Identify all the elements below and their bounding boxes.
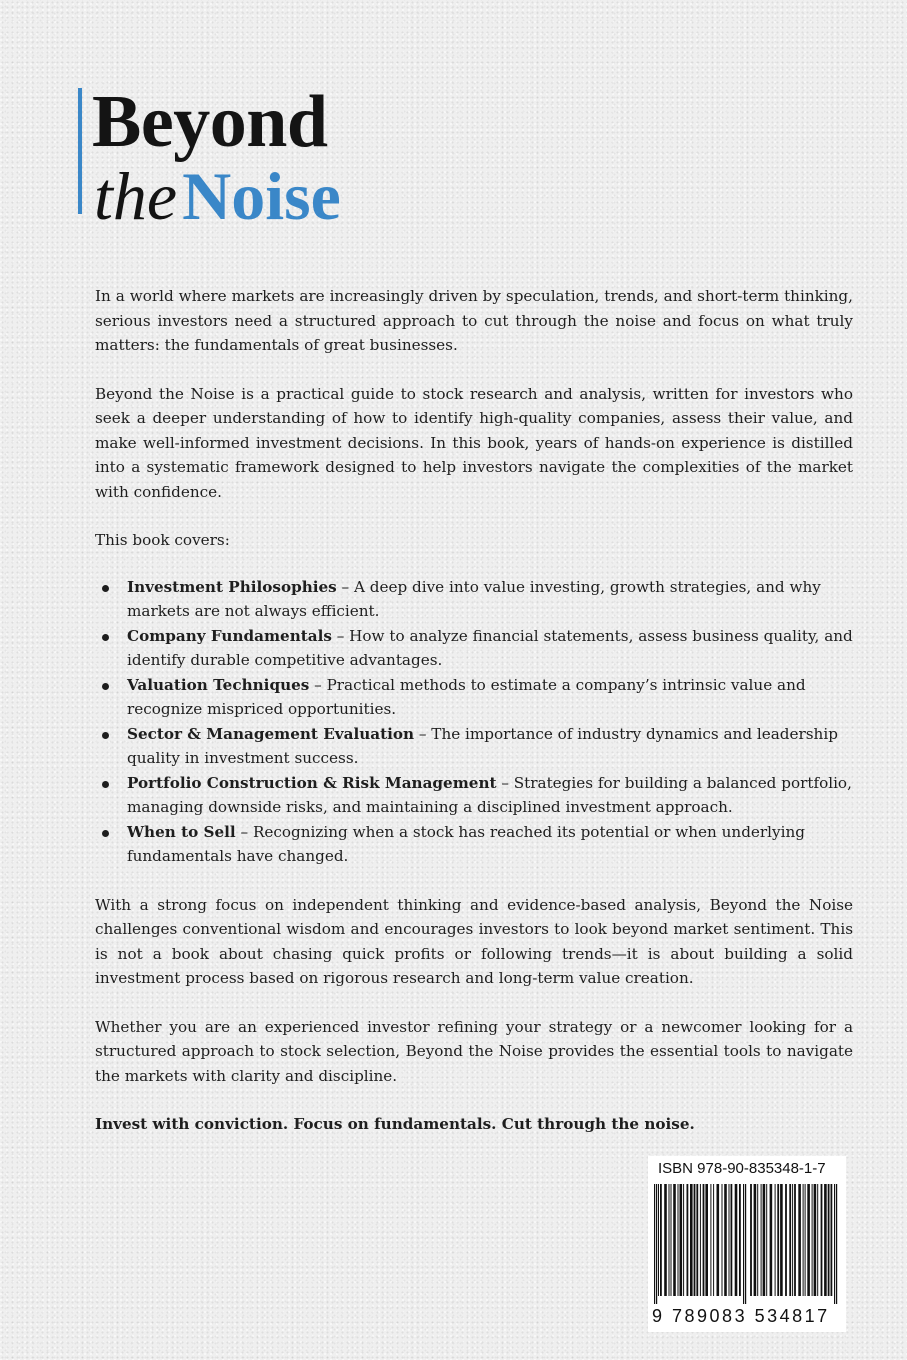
bullet-icon [102, 732, 109, 739]
bullet-icon [102, 830, 109, 837]
closing-paragraph-2: Whether you are an experienced investor refining your strategy or a newcomer looking for a structured approach to stock selection, Beyond the Noise provides the essential tools to navigate the markets with clarity and discipline. [95, 1017, 853, 1085]
topic-desc: – Recognizing when a stock has reached its potential or when underlying fundamentals have changed. [127, 822, 805, 865]
covers-heading: This book covers: [95, 531, 230, 549]
topic-name: Portfolio Construction & Risk Management [127, 773, 497, 792]
closing-paragraph-1: With a strong focus on independent thinking and evidence-based analysis, Beyond the Noise challenges conventional wisdom and encourages investors to look beyond market sentiment. This is not a book about chasing quick profits or following trends—it is about building a solid investment process based on rigorous research and long-term value creation. [95, 895, 853, 987]
title-accent-bar [78, 88, 82, 214]
bullet-icon [102, 585, 109, 592]
topic-desc: – Practical methods to estimate a company’s intrinsic value and recognize mispriced opportunities. [127, 675, 806, 718]
topic-desc: – A deep dive into value investing, growth strategies, and why markets are not always efficient. [127, 577, 821, 620]
tagline: Invest with conviction. Focus on fundamentals. Cut through the noise. [95, 1115, 695, 1133]
title-word-noise: Noise [182, 158, 341, 234]
barcode-digits: 9 789083 534817 [652, 1306, 830, 1326]
list-item [95, 820, 853, 869]
bullet-icon [102, 781, 109, 788]
topic-name: Investment Philosophies [127, 577, 337, 596]
list-item [95, 673, 853, 722]
title-line-the-noise [94, 156, 341, 254]
topic-name: Valuation Techniques [127, 675, 310, 694]
blurb-content [95, 284, 853, 1161]
list-item [95, 771, 853, 820]
topics-list [95, 575, 853, 869]
list-item [95, 624, 853, 673]
title-word-the: the [94, 158, 178, 234]
topic-name: Sector & Management Evaluation [127, 724, 415, 743]
isbn-label: ISBN 978-90-835348-1-7 [658, 1160, 826, 1177]
isbn-barcode-box [648, 1156, 846, 1332]
topic-name: Company Fundamentals [127, 626, 332, 645]
topic-desc: – How to analyze financial statements, assess business quality, and identify durable competitive advantages. [127, 626, 853, 669]
intro-paragraph-2: Beyond the Noise is a practical guide to stock research and analysis, written for investors who seek a deeper understanding of how to identify high-quality companies, assess their value, and make well-informed investment decisions. In this book, years of hands-on experience is distilled into a systematic framework designed to help investors navigate the complexities of the market with confidence. [95, 384, 853, 501]
list-item [95, 722, 853, 771]
barcode-icon [654, 1184, 840, 1304]
topic-desc: – The importance of industry dynamics and leadership quality in investment success. [127, 724, 838, 767]
bullet-icon [102, 634, 109, 641]
bullet-icon [102, 683, 109, 690]
title-line-beyond: Beyond [92, 81, 328, 163]
topic-desc: – Strategies for building a balanced portfolio, managing downside risks, and maintaining a disciplined investment approach. [127, 773, 852, 816]
intro-paragraph-1: In a world where markets are increasingly driven by speculation, trends, and short-term thinking, serious investors need a structured approach to cut through the noise and focus on what truly matters: the fundamentals of great businesses. [95, 287, 853, 354]
topic-name: When to Sell [127, 822, 236, 841]
book-title [78, 81, 498, 234]
list-item [95, 575, 853, 624]
